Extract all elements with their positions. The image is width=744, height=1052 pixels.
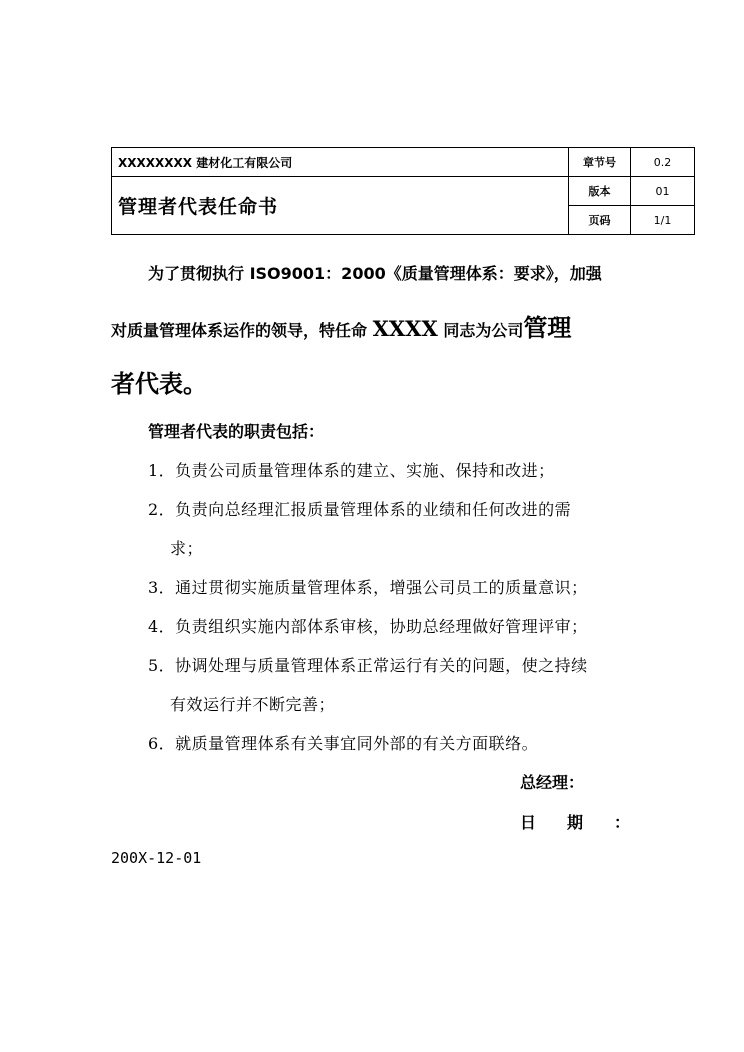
duty-item-4: 4．负责组织实施内部体系审核，协助总经理做好管理评审； [148,617,588,636]
date-label-char-1: 日 [520,813,537,832]
document-header-table [111,147,695,235]
date-label-char-2: 期 [567,813,584,832]
page-value: 1/1 [631,206,695,235]
company-name: XXXXXXXX 建材化工有限公司 [112,148,569,177]
version-value: 01 [631,177,695,206]
duties-title: 管理者代表的职责包括： [148,422,325,441]
chapter-value: 0.2 [631,148,695,177]
duty-item-5: 5．协调处理与质量管理体系正常运行有关的问题，使之持续 [148,656,588,675]
appointment-paragraph-line-3: 者代表。 [111,370,207,398]
general-manager-label: 总经理： [520,773,585,792]
document-date: 200X-12-01 [111,849,202,867]
appointment-paragraph-line-2 [111,308,571,343]
chapter-label: 章节号 [569,148,631,177]
appointment-end: 管理 [523,314,572,342]
page-label: 页码 [569,206,631,235]
date-label-colon: ： [614,813,631,832]
duty-item-6: 6．就质量管理体系有关事宜同外部的有关方面联络。 [148,734,539,753]
version-label: 版本 [569,177,631,206]
appointee-name: XXXX [372,316,438,341]
duty-item-1: 1．负责公司质量管理体系的建立、实施、保持和改进； [148,461,555,480]
appointment-prefix: 对质量管理体系运作的领导，特任命 [111,321,373,340]
appointment-paragraph-line-1: 为了贯彻执行 ISO9001：2000《质量管理体系：要求》，加强 [148,264,602,283]
duty-item-3: 3．通过贯彻实施质量管理体系，增强公司员工的质量意识； [148,578,588,597]
appointment-middle: 同志为公司 [437,321,524,340]
duty-item-2: 2．负责向总经理汇报质量管理体系的业绩和任何改进的需 [148,500,572,519]
duty-item-2-continued: 求； [170,539,204,558]
document-title: 管理者代表任命书 [112,177,569,235]
duty-item-5-continued: 有效运行并不断完善； [170,695,336,714]
